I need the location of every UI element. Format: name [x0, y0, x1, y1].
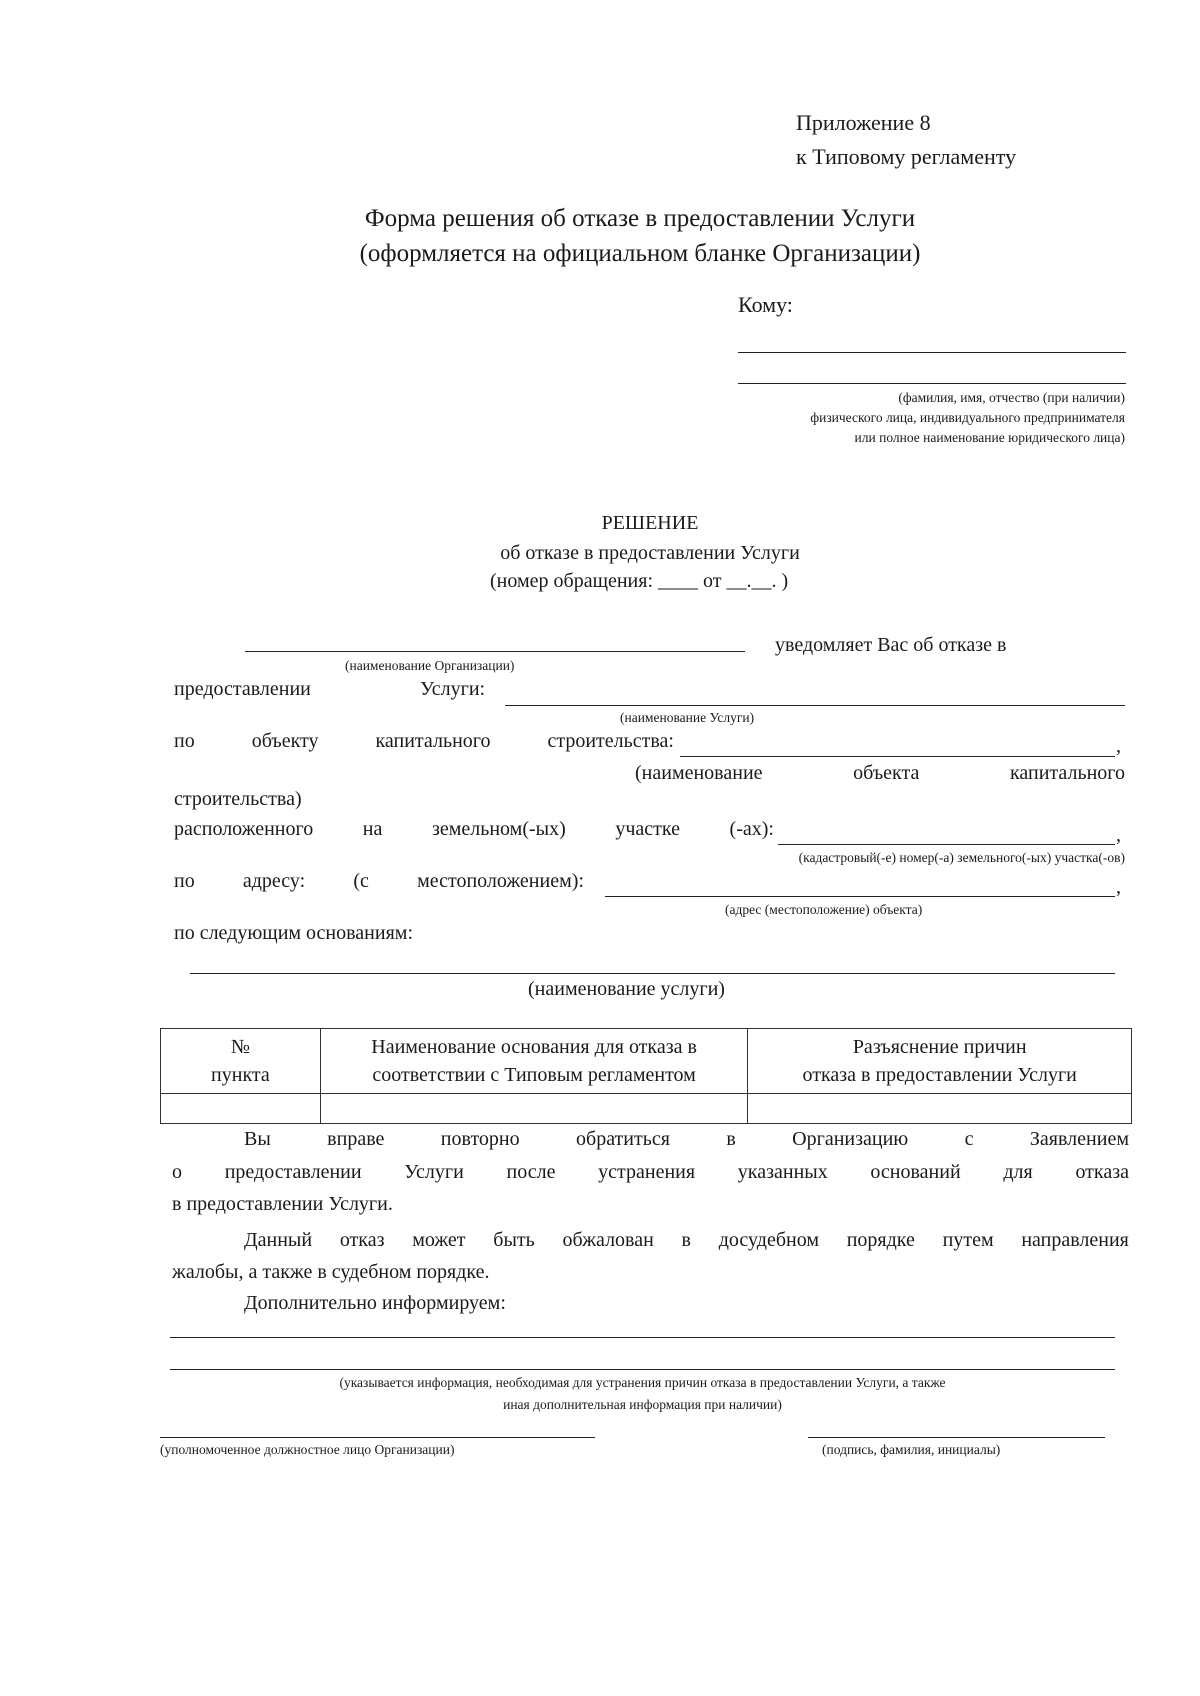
header-text: пункта: [211, 1064, 270, 1086]
service-hint: (наименование Услуги): [620, 710, 755, 725]
table-cell: [320, 1094, 748, 1124]
word: повторно: [440, 1128, 520, 1150]
word: Вы: [244, 1128, 271, 1150]
object-word: строительства:: [547, 730, 674, 752]
word: для: [1003, 1161, 1033, 1183]
grounds-line: [190, 973, 1115, 974]
word: вправе: [327, 1128, 385, 1150]
address-hint: (адрес (местоположение) объекта): [725, 902, 923, 917]
word: после: [506, 1161, 556, 1183]
form-title-line2: (оформляется на официальном бланке Организации): [359, 240, 921, 267]
additional-info-hint-2: иная дополнительная информация при наличии): [503, 1397, 782, 1412]
grounds-label: по следующим основаниям:: [174, 922, 414, 944]
object-hint-continuation: строительства): [174, 788, 302, 810]
object-line: [680, 756, 1115, 757]
word: обжалован: [562, 1229, 654, 1251]
address-word: по: [174, 870, 195, 892]
word: Организацию: [792, 1128, 909, 1150]
word: отказ: [339, 1229, 385, 1251]
table-header-explanation: [748, 1029, 1132, 1094]
land-word: земельном(-ых): [431, 818, 566, 840]
paragraph-2-line-1: [244, 1229, 1129, 1252]
land-line: [778, 844, 1115, 845]
address-word: (с: [353, 870, 369, 892]
reasons-table: [160, 1028, 1132, 1124]
object-hint: [635, 762, 1125, 785]
recipient-line-2: [738, 383, 1126, 384]
table-header-number: [161, 1029, 321, 1094]
decision-heading: РЕШЕНИЕ: [601, 512, 699, 534]
header-text: №: [230, 1036, 250, 1058]
service-line: [505, 705, 1125, 706]
paragraph-1-line-2: [172, 1161, 1129, 1184]
word: предоставлении: [224, 1161, 362, 1183]
word: указанных: [737, 1161, 828, 1183]
address-word: адресу:: [242, 870, 306, 892]
recipient-hint-2: физического лица, индивидуального предпринимателя: [810, 410, 1125, 425]
object-comma: ,: [1116, 735, 1121, 757]
word: оснований: [870, 1161, 961, 1183]
word: отказа: [1075, 1161, 1129, 1183]
object-word: объекту: [251, 730, 319, 752]
organization-hint: (наименование Организации): [345, 658, 515, 673]
header-text: Наименование основания для отказа в: [371, 1036, 697, 1058]
land-word: на: [362, 818, 383, 840]
additional-info-line-2: [170, 1369, 1115, 1370]
additional-info-line-1: [170, 1337, 1115, 1338]
additional-info-hint-1: (указывается информация, необходимая для устранения причин отказа в предоставлении Услуги, а также: [339, 1375, 946, 1390]
land-comma: ,: [1116, 824, 1121, 846]
service-word-2: Услуги:: [420, 678, 486, 700]
organization-line: [245, 651, 745, 652]
recipient-hint-1: (фамилия, имя, отчество (при наличии): [898, 390, 1125, 405]
official-line: [160, 1437, 595, 1438]
word: Услуги: [404, 1161, 464, 1183]
header-text: отказа в предоставлении Услуги: [802, 1064, 1077, 1086]
address-word: местоположением):: [417, 870, 584, 892]
word: порядке: [846, 1229, 915, 1251]
address-label: [174, 870, 584, 893]
recipient-line-1: [738, 352, 1126, 353]
object-word: капитального: [375, 730, 491, 752]
word: досудебном: [718, 1229, 819, 1251]
appendix-reference: к Типовому регламенту: [796, 144, 1017, 169]
table-row: [161, 1094, 1132, 1124]
word: устранения: [598, 1161, 696, 1183]
header-text: Разъяснение причин: [852, 1036, 1027, 1058]
table-cell: [748, 1094, 1132, 1124]
word: обратиться: [576, 1128, 670, 1150]
word: с: [964, 1128, 974, 1150]
word: в: [726, 1128, 736, 1150]
form-title-line1: Форма решения об отказе в предоставлении Услуги: [364, 205, 916, 232]
object-hint-word: капитального: [1010, 762, 1125, 784]
land-word: участке: [615, 818, 680, 840]
word: направления: [1021, 1229, 1129, 1251]
grounds-hint: (наименование услуги): [528, 978, 725, 1000]
object-word: по: [174, 730, 195, 752]
word: в: [681, 1229, 691, 1251]
table-header-reason: [320, 1029, 748, 1094]
address-comma: ,: [1116, 876, 1121, 898]
land-word: (-ах):: [729, 818, 774, 840]
word: путем: [942, 1229, 994, 1251]
land-word: расположенного: [174, 818, 314, 840]
appendix-number: Приложение 8: [796, 110, 931, 135]
word: Данный: [244, 1229, 313, 1251]
header-text: соответствии с Типовым регламентом: [372, 1064, 696, 1086]
notify-text: уведомляет Вас об отказе в: [775, 634, 1007, 656]
official-hint: (уполномоченное должностное лицо Организации): [160, 1442, 455, 1457]
service-word-1: предоставлении: [174, 678, 311, 700]
recipient-hint-3: или полное наименование юридического лица): [854, 430, 1125, 445]
table-cell: [161, 1094, 321, 1124]
decision-number-line: (номер обращения: ____ от __.__. ): [490, 570, 789, 592]
object-hint-word: объекта: [853, 762, 920, 784]
additional-info-label: Дополнительно информируем:: [244, 1292, 506, 1314]
paragraph-1-line-3: в предоставлении Услуги.: [172, 1193, 393, 1215]
word: Заявлением: [1029, 1128, 1129, 1150]
land-label: [174, 818, 774, 841]
signature-hint: (подпись, фамилия, инициалы): [822, 1442, 1001, 1457]
decision-subheading: об отказе в предоставлении Услуги: [500, 542, 800, 564]
object-hint-word: (наименование: [635, 762, 763, 784]
signature-line: [808, 1437, 1105, 1438]
object-label: [174, 730, 674, 753]
recipient-label: Кому:: [738, 292, 793, 317]
paragraph-1-line-1: [244, 1128, 1129, 1151]
paragraph-2-line-2: жалобы, а также в судебном порядке.: [172, 1261, 490, 1283]
table-header-row: [161, 1029, 1132, 1094]
word: о: [172, 1161, 182, 1183]
word: быть: [493, 1229, 535, 1251]
word: может: [412, 1229, 466, 1251]
land-hint: (кадастровый(-е) номер(-а) земельного(-ых) участка(-ов): [798, 850, 1125, 865]
address-line: [605, 896, 1115, 897]
